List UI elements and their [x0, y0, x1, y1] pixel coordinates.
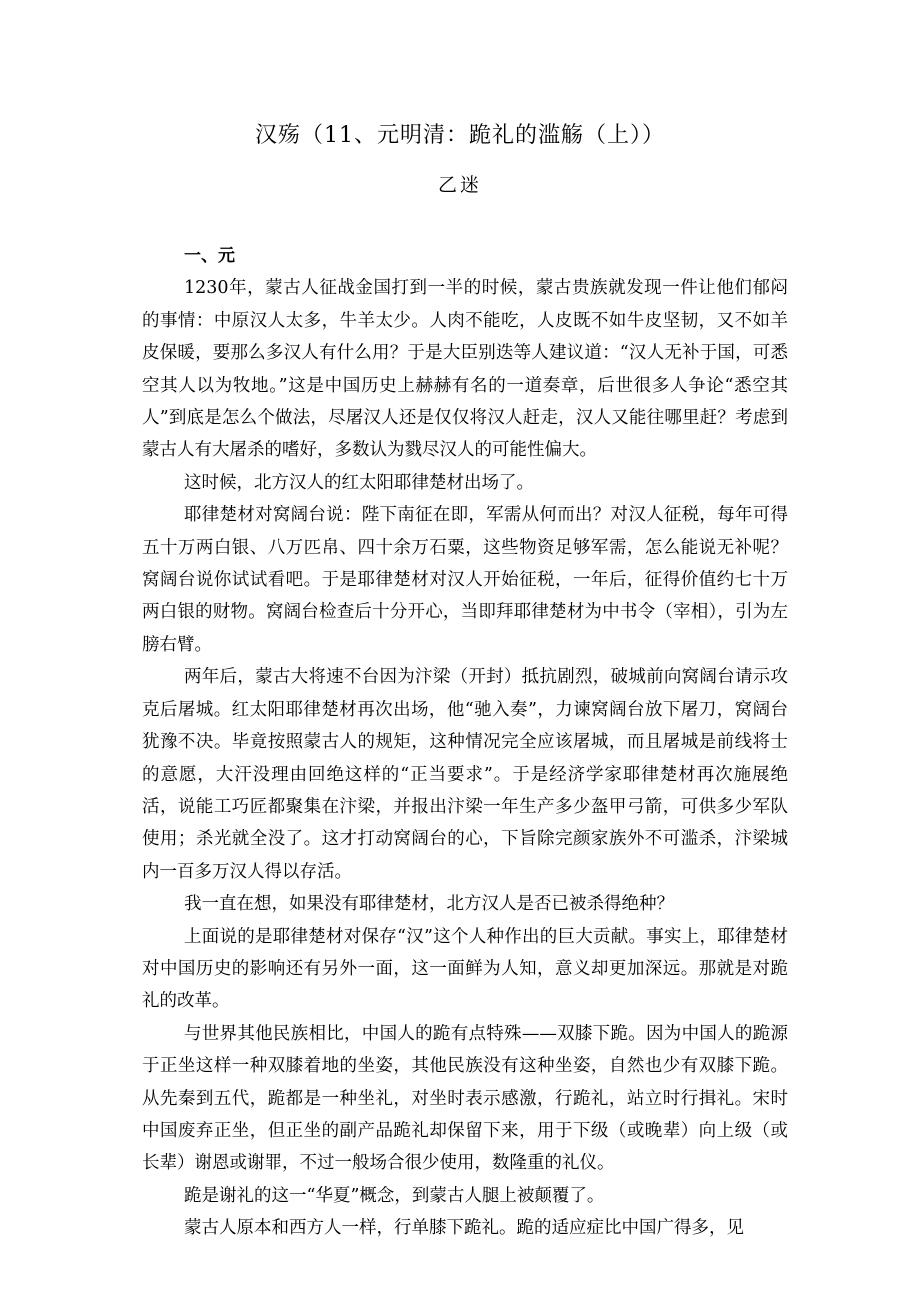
paragraph: 蒙古人原本和西方人一样，行单膝下跪礼。跪的适应症比中国广得多，见	[184, 1218, 744, 1239]
paragraph: 这时候，北方汉人的红太阳耶律楚材出场了。	[184, 472, 534, 493]
paragraph: 耶律楚材对窝阔台说：陛下南征在即，军需从何而出？对汉人征税，每年可得五十万两白银、八万匹帛、四十余万石粟，这些物资足够军需，怎么能说无补呢？窝阔台说你试试看吧。于是耶律楚材对汉人开始征税，一年后，征得价值约七十万两白银的财物。窝阔台检查后十分开心，当即拜耶律楚材为中书令（宰相），引为左膀右臂。	[142, 505, 788, 655]
paragraph: 与世界其他民族相比，中国人的跪有点特殊——双膝下跪。因为中国人的跪源于正坐这样一种双膝着地的坐姿，其他民族没有这种坐姿，自然也少有双膝下跪。从先秦到五代，跪都是一种坐礼，对坐时表示感激，行跪礼，站立时行揖礼。宋时中国废弃正坐，但正坐的副产品跪礼却保留下来，用于下级（或晚辈）向上级（或长辈）谢恩或谢罪，不过一般场合很少使用，数隆重的礼仪。	[142, 1023, 788, 1174]
paragraph: 我一直在想，如果没有耶律楚材，北方汉人是否已被杀得绝种？	[184, 894, 674, 915]
paragraph: 跪是谢礼的这一“华夏”概念，到蒙古人腿上被颠覆了。	[184, 1185, 605, 1206]
paragraph: 两年后，蒙古大将速不台因为汴梁（开封）抵抗剧烈，破城前向窝阔台请示攻克后屠城。红太阳耶律楚材再次出场，他“驰入奏”，力谏窝阔台放下屠刀，窝阔台犹豫不决。毕竟按照蒙古人的规矩，这种情况完全应该屠城，而且屠城是前线将士的意愿，大汗没理由回绝这样的“正当要求”。于是经济学家耶律楚材再次施展绝活，说能工巧匠都聚集在汴梁，并报出汴梁一年生产多少盔甲弓箭，可供多少军队使用；杀光就全没了。这才打动窝阔台的心，下旨除完颜家族外不可滥杀，汴梁城内一百多万汉人得以存活。	[142, 667, 788, 882]
document-title: 汉殇（11、元明清：跪礼的滥觞（上））	[255, 123, 665, 148]
section-heading: 一、元	[184, 246, 235, 266]
document-body	[142, 240, 788, 1245]
paragraph: 1230年，蒙古人征战金国打到一半的时候，蒙古贵族就发现一件让他们郁闷的事情：中原汉人太多，牛羊太少。人肉不能吃，人皮既不如牛皮坚韧，又不如羊皮保暖，要那么多汉人有什么用？于是大臣别迭等人建议道：“汉人无补于国，可悉空其人以为牧地。”这是中国历史上赫赫有名的一道奏章，后世很多人争论“悉空其人”到底是怎么个做法，尽屠汉人还是仅仅将汉人赶走，汉人又能往哪里赶？考虑到蒙古人有大屠杀的嗜好，多数认为戮尽汉人的可能性偏大。	[142, 278, 788, 461]
document-author: 乙迷	[437, 174, 482, 196]
paragraph: 上面说的是耶律楚材对保存“汉”这个人种作出的巨大贡献。事实上，耶律楚材对中国历史的影响还有另外一面，这一面鲜为人知，意义却更加深远。那就是对跪礼的改革。	[142, 926, 788, 1012]
